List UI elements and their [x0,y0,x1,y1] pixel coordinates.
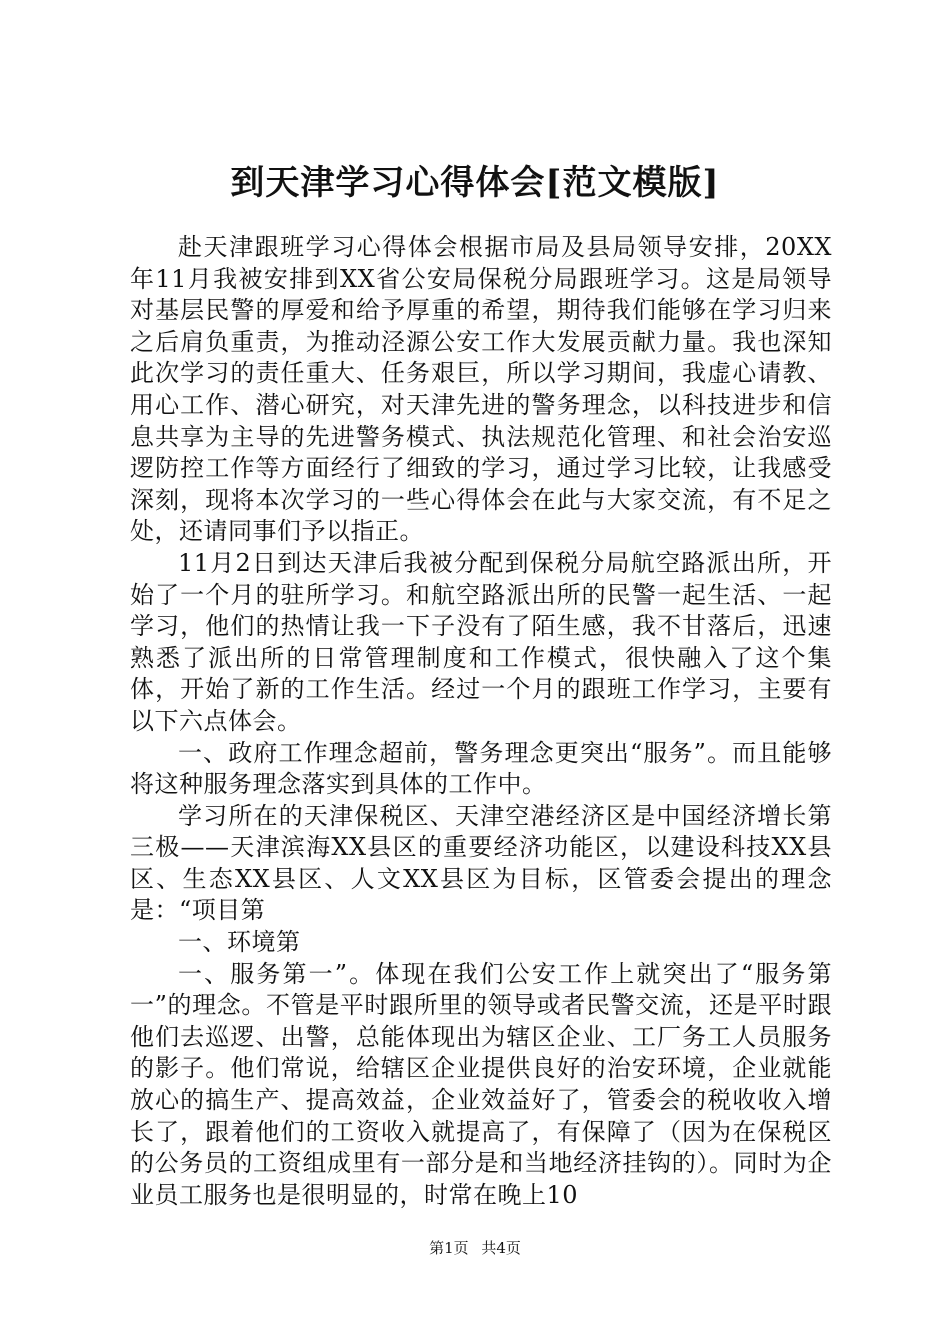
page-footer [0,1238,950,1258]
page-total: 共4页 [481,1239,521,1257]
page-number: 第1页 [429,1239,469,1257]
document-body [130,232,832,1211]
document-title: 到天津学习心得体会[范文模版] [230,163,720,203]
paragraph-4: 学习所在的天津保税区、天津空港经济区是中国经济增长第三极——天津滨海XX县区的重要经济功能区，以建设科技XX县区、生态XX县区、人文XX县区为目标，区管委会提出的理念是：“项目第 [130,801,832,925]
paragraph-3: 一、政府工作理念超前，警务理念更突出“服务”。而且能够将这种服务理念落实到具体的工作中。 [130,738,832,799]
paragraph-6: 一、服务第一”。体现在我们公安工作上就突出了“服务第一”的理念。不管是平时跟所里的领导或者民警交流，还是平时跟他们去巡逻、出警，总能体现出为辖区企业、工厂务工人员服务的影子。他们常说，给辖区企业提供良好的治安环境，企业就能放心的搞生产、提高效益，企业效益好了，管委会的税收收入增长了，跟着他们的工资收入就提高了，有保障了（因为在保税区的公务员的工资组成里有一部分是和当地经济挂钩的）。同时为企业员工服务也是很明显的，时常在晚上10 [130,959,832,1209]
paragraph-2: 11月2日到达天津后我被分配到保税分局航空路派出所，开始了一个月的驻所学习。和航空路派出所的民警一起生活、一起学习，他们的热情让我一下子没有了陌生感，我不甘落后，迅速熟悉了派出所的日常管理制度和工作模式，很快融入了这个集体，开始了新的工作生活。经过一个月的跟班工作学习，主要有以下六点体会。 [130,548,832,735]
paragraph-5: 一、环境第 [178,928,301,957]
paragraph-1: 赴天津跟班学习心得体会根据市局及县局领导安排，20XX年11月我被安排到XX省公安局保税分局跟班学习。这是局领导对基层民警的厚爱和给予厚重的希望，期待我们能够在学习归来之后肩负重责，为推动泾源公安工作大发展贡献力量。我也深知此次学习的责任重大、任务艰巨，所以学习期间，我虚心请教、用心工作、潜心研究，对天津先进的警务理念，以科技进步和信息共享为主导的先进警务模式、执法规范化管理、和社会治安巡逻防控工作等方面经行了细致的学习，通过学习比较，让我感受深刻，现将本次学习的一些心得体会在此与大家交流，有不足之处，还请同事们予以指正。 [130,233,832,546]
